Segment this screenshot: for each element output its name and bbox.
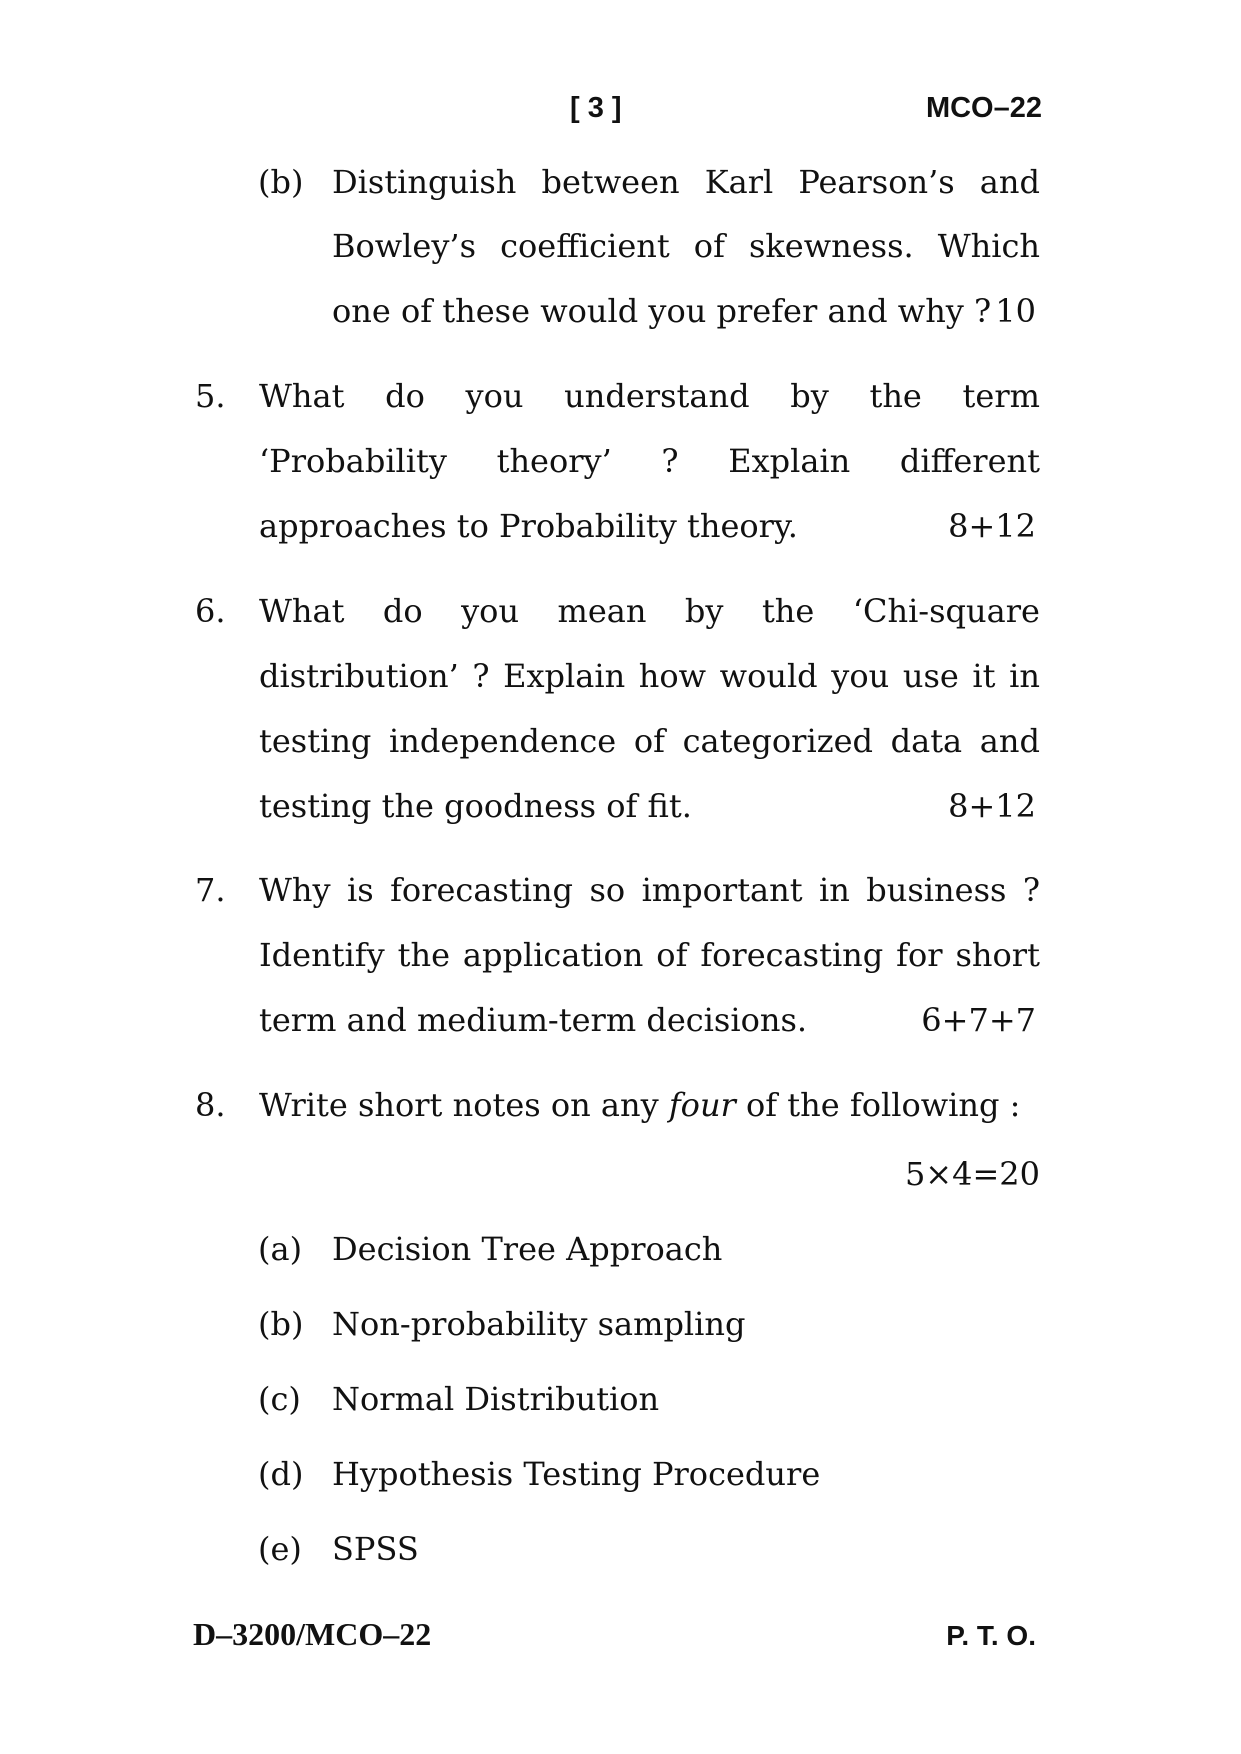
q8-item-label: (c) [258,1380,301,1418]
q4b-line1: Distinguish between Karl Pearson’s and [332,163,1040,201]
q6-number: 6. [195,592,226,630]
q8-item-label: (e) [258,1530,302,1568]
q8-item-label: (d) [258,1455,304,1493]
q6-line4: testing the goodness of fit. [259,787,692,825]
q8-marks: 5×4=20 [904,1155,1040,1193]
q4b-line3: one of these would you prefer and why ? [332,292,992,330]
q8-number: 8. [195,1086,226,1124]
q8-item-label: (b) [258,1305,304,1343]
q5-line2: ‘Probability theory’ ? Explain different [259,442,1040,480]
q8-item-text: Decision Tree Approach [332,1230,723,1268]
q5-number: 5. [195,377,226,415]
q7-line2: Identify the application of forecasting for short [259,936,1040,974]
q8-item-text: Non-probability sampling [332,1305,746,1343]
footer-code: D–3200/MCO–22 [193,1616,432,1652]
q4b-marks: 10 [995,292,1036,330]
paper-code: MCO–22 [925,92,1042,124]
q8-item-text: Hypothesis Testing Procedure [332,1455,821,1493]
q5-marks: 8+12 [948,507,1036,545]
q8-item-text: SPSS [332,1530,419,1568]
q5-line3: approaches to Probability theory. [259,507,798,545]
q7-number: 7. [195,871,226,909]
q8-item-label: (a) [258,1230,303,1268]
pto-label: P. T. O. [946,1620,1036,1651]
q7-marks: 6+7+7 [921,1001,1036,1039]
q5-line1: What do you understand by the term [259,377,1040,415]
q8-instruction: Write short notes on any four of the following : [259,1086,1021,1124]
q7-line1: Why is forecasting so important in business ? [259,871,1040,909]
q4b-line2: Bowley’s coefficient of skewness. Which [332,227,1040,265]
q6-line2: distribution’ ? Explain how would you use it in [259,657,1040,695]
q4b-label: (b) [258,163,304,201]
q6-marks: 8+12 [948,787,1036,825]
q6-line3: testing independence of categorized data and [259,722,1040,760]
q6-line1: What do you mean by the ‘Chi-square [259,592,1040,630]
q7-line3: term and medium-term decisions. [259,1001,808,1039]
q8-item-text: Normal Distribution [332,1380,660,1418]
page-number: [ 3 ] [570,92,622,124]
